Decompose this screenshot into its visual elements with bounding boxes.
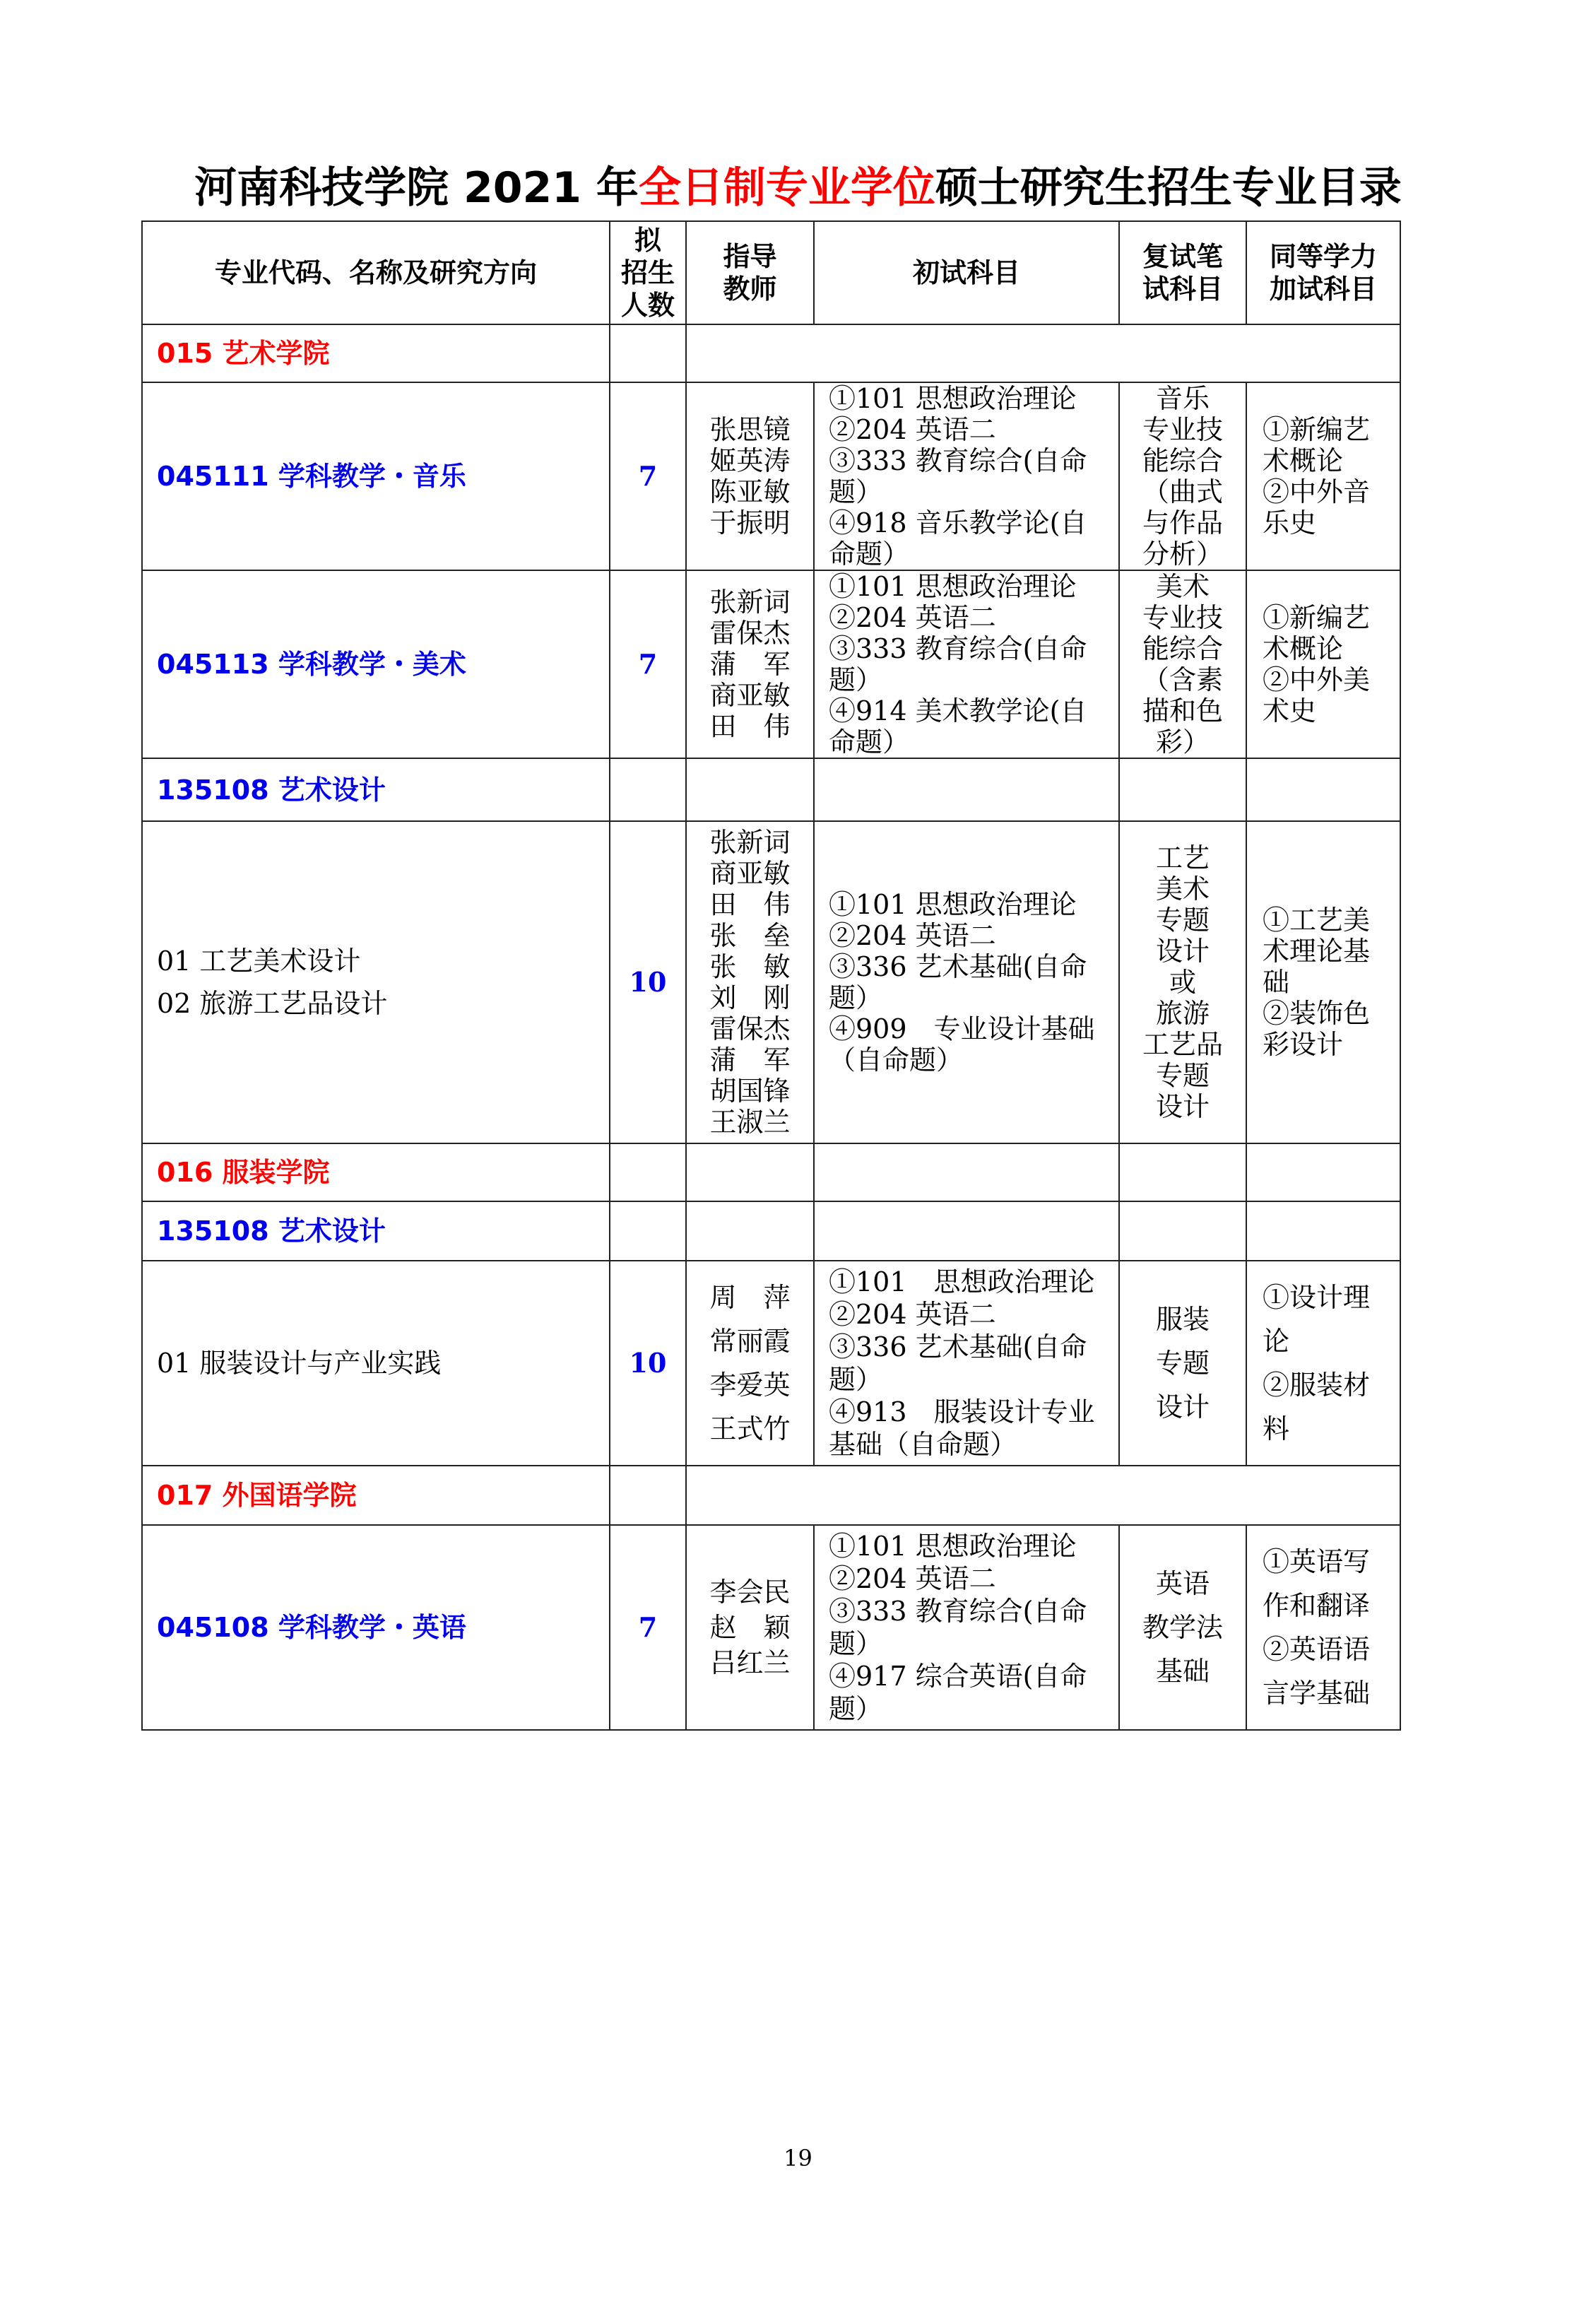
dept-row: [142, 324, 1400, 382]
header-row: [142, 221, 1400, 324]
extra-subjects: ①设计理 论 ②服装材 料: [1246, 1261, 1400, 1466]
page-title: [0, 160, 1596, 216]
header-subjects: 初试科目: [814, 221, 1119, 324]
extra-subjects: ①英语写 作和翻译 ②英语语 言学基础: [1246, 1525, 1400, 1730]
advisors: 周 萍 常丽霞 李爱英 王式竹: [686, 1261, 814, 1466]
dept-label: 017 外国语学院: [142, 1466, 610, 1525]
page-number: 19: [784, 2145, 812, 2172]
dept-label: 016 服装学院: [142, 1143, 610, 1201]
title-part-3: 硕士研究生招生专业目录: [935, 163, 1402, 213]
extra-subjects: ①新编艺 术概论 ②中外音 乐史: [1246, 382, 1400, 570]
exam-subjects: ①101 思想政治理论 ②204 英语二 ③336 艺术基础(自命 题） ④913 服装设计专业 基础（自命题）: [814, 1261, 1119, 1466]
table-row: [142, 1525, 1400, 1730]
header-teachers: 指导 教师: [686, 221, 814, 324]
retest-subjects: 美术 专业技 能综合 （含素 描和色 彩）: [1119, 570, 1246, 758]
catalog-table: [141, 220, 1401, 1731]
exam-subjects: ①101 思想政治理论 ②204 英语二 ③333 教育综合(自命 题） ④914 美术教学论(自 命题）: [814, 570, 1119, 758]
retest-subjects: 工艺 美术 专题 设计 或 旅游 工艺品 专题 设计: [1119, 821, 1246, 1143]
dept-label: 015 艺术学院: [142, 324, 610, 382]
research-directions: 01 服装设计与产业实践: [142, 1261, 610, 1466]
advisors: 张新词 雷保杰 蒲 军 商亚敏 田 伟: [686, 570, 814, 758]
major-header-row: [142, 1201, 1400, 1261]
enrollment-count: 10: [610, 821, 686, 1143]
dept-row: [142, 1466, 1400, 1525]
enrollment-count: 7: [610, 1525, 686, 1730]
header-count: 拟 招生 人数: [610, 221, 686, 324]
major-label: 045108 学科教学・英语: [142, 1525, 610, 1730]
header-extra: 同等学力 加试科目: [1246, 221, 1400, 324]
enrollment-count: 10: [610, 1261, 686, 1466]
retest-subjects: 服装 专题 设计: [1119, 1261, 1246, 1466]
dept-row: [142, 1143, 1400, 1201]
extra-subjects: ①新编艺 术概论 ②中外美 术史: [1246, 570, 1400, 758]
major-label: 045111 学科教学・音乐: [142, 382, 610, 570]
enrollment-count: 7: [610, 382, 686, 570]
major-label: 045113 学科教学・美术: [142, 570, 610, 758]
exam-subjects: ①101 思想政治理论 ②204 英语二 ③333 教育综合(自命 题） ④917 综合英语(自命 题）: [814, 1525, 1119, 1730]
header-retest: 复试笔 试科目: [1119, 221, 1246, 324]
header-major: 专业代码、名称及研究方向: [142, 221, 610, 324]
table-row: [142, 570, 1400, 758]
table-row: [142, 821, 1400, 1143]
enrollment-count: 7: [610, 570, 686, 758]
research-directions: 01 工艺美术设计 02 旅游工艺品设计: [142, 821, 610, 1143]
exam-subjects: ①101 思想政治理论 ②204 英语二 ③333 教育综合(自命 题） ④918 音乐教学论(自 命题）: [814, 382, 1119, 570]
table-row: [142, 382, 1400, 570]
retest-subjects: 英语 教学法 基础: [1119, 1525, 1246, 1730]
advisors: 张思镜 姬英涛 陈亚敏 于振明: [686, 382, 814, 570]
retest-subjects: 音乐 专业技 能综合 （曲式 与作品 分析）: [1119, 382, 1246, 570]
table-row: [142, 1261, 1400, 1466]
major-label: 135108 艺术设计: [142, 1201, 610, 1261]
title-part-1: 河南科技学院 2021 年: [194, 163, 639, 213]
title-part-2: 全日制专业学位: [638, 163, 935, 213]
extra-subjects: ①工艺美 术理论基 础 ②装饰色 彩设计: [1246, 821, 1400, 1143]
exam-subjects: ①101 思想政治理论 ②204 英语二 ③336 艺术基础(自命 题） ④909 专业设计基础 （自命题）: [814, 821, 1119, 1143]
major-header-row: [142, 758, 1400, 821]
advisors: 张新词 商亚敏 田 伟 张 垒 张 敏 刘 刚 雷保杰 蒲 军 胡国锋 王淑兰: [686, 821, 814, 1143]
major-label: 135108 艺术设计: [142, 758, 610, 821]
advisors: 李会民 赵 颖 吕红兰: [686, 1525, 814, 1730]
